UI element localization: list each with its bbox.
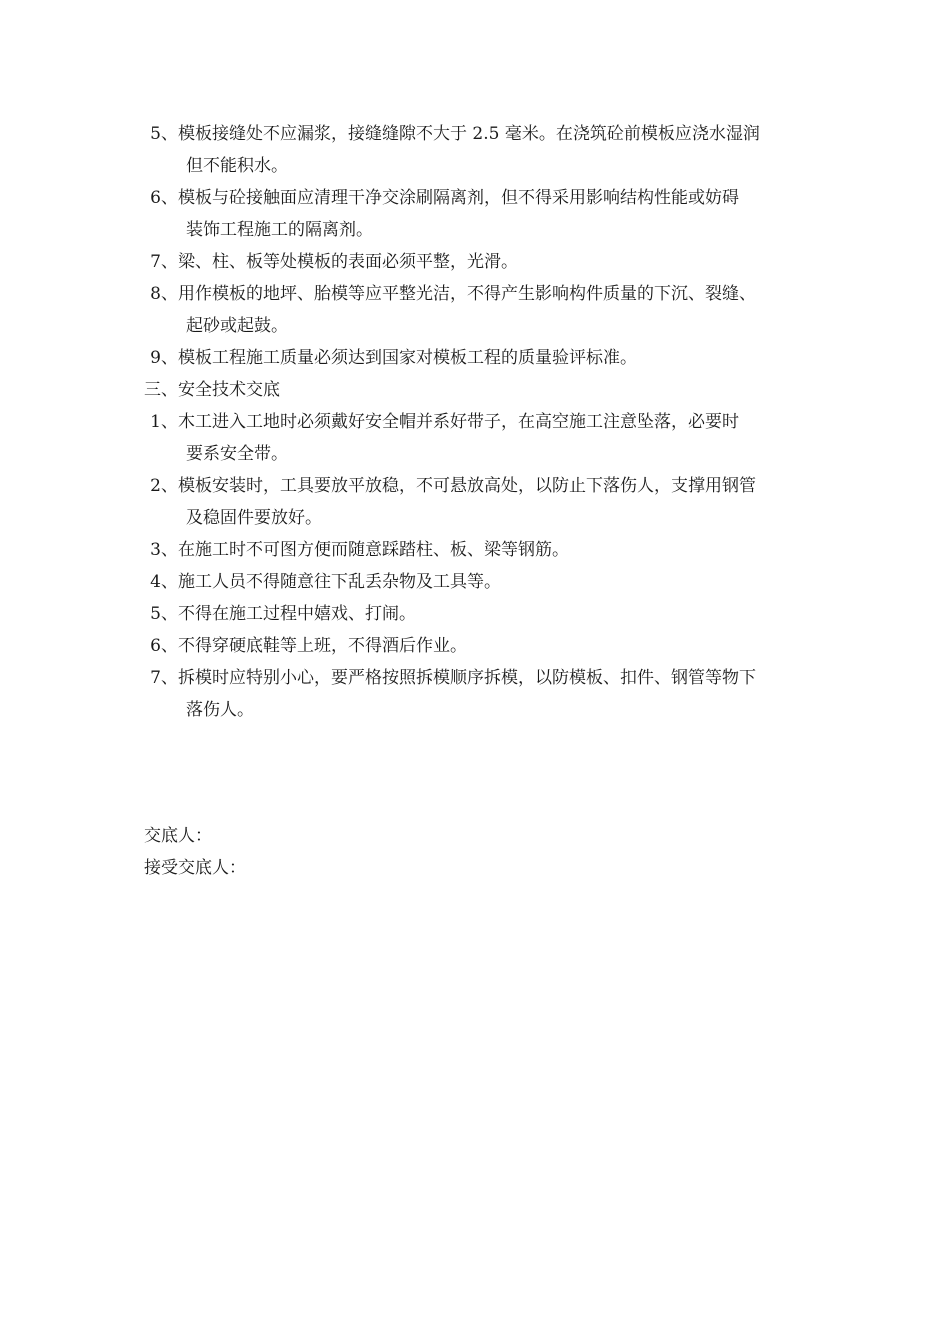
item-text bbox=[178, 278, 814, 342]
signature-block bbox=[144, 820, 246, 884]
item-line: 模板与砼接触面应清理干净交涂刷隔离剂，但不得采用影响结构性能或妨碍 bbox=[178, 188, 739, 208]
presenter-label: 交底人： bbox=[144, 826, 212, 846]
list-item bbox=[144, 406, 814, 470]
item-number: 9、 bbox=[150, 348, 178, 368]
list-item bbox=[144, 630, 814, 662]
item-line: 不得穿硬底鞋等上班，不得酒后作业。 bbox=[178, 636, 467, 656]
item-line: 要系安全带。 bbox=[186, 444, 288, 464]
item-line: 但不能积水。 bbox=[186, 156, 288, 176]
item-text bbox=[178, 118, 814, 182]
list-item bbox=[144, 662, 814, 726]
item-line: 不得在施工过程中嬉戏、打闹。 bbox=[178, 604, 416, 624]
list-item bbox=[144, 470, 814, 534]
item-line: 起砂或起鼓。 bbox=[186, 316, 288, 336]
safety-list bbox=[144, 406, 814, 726]
list-item bbox=[144, 246, 814, 278]
item-line: 施工人员不得随意往下乱丢杂物及工具等。 bbox=[178, 572, 501, 592]
item-text bbox=[178, 246, 814, 278]
list-item bbox=[144, 182, 814, 246]
list-item bbox=[144, 118, 814, 182]
item-text bbox=[178, 182, 814, 246]
item-number: 7、 bbox=[150, 252, 178, 272]
item-line: 用作模板的地坪、胎模等应平整光洁，不得产生影响构件质量的下沉、裂缝、 bbox=[178, 284, 756, 304]
item-text bbox=[178, 598, 814, 630]
item-line: 模板工程施工质量必须达到国家对模板工程的质量验评标准。 bbox=[178, 348, 637, 368]
item-number: 3、 bbox=[150, 540, 178, 560]
item-text bbox=[178, 630, 814, 662]
item-text bbox=[178, 662, 814, 726]
item-number: 1、 bbox=[150, 412, 178, 432]
item-line: 落伤人。 bbox=[186, 700, 254, 720]
item-number: 8、 bbox=[150, 284, 178, 304]
quality-list bbox=[144, 118, 814, 374]
item-text bbox=[178, 470, 814, 534]
item-line: 装饰工程施工的隔离剂。 bbox=[186, 220, 373, 240]
item-text bbox=[178, 406, 814, 470]
item-number: 5、 bbox=[150, 124, 178, 144]
item-text bbox=[178, 534, 814, 566]
item-number: 2、 bbox=[150, 476, 178, 496]
item-text bbox=[178, 566, 814, 598]
item-number: 7、 bbox=[150, 668, 178, 688]
item-line: 梁、柱、板等处模板的表面必须平整，光滑。 bbox=[178, 252, 518, 272]
list-item bbox=[144, 598, 814, 630]
document-body bbox=[144, 118, 814, 726]
list-item bbox=[144, 278, 814, 342]
list-item bbox=[144, 342, 814, 374]
item-line: 在施工时不可图方便而随意踩踏柱、板、梁等钢筋。 bbox=[178, 540, 569, 560]
item-number: 6、 bbox=[150, 188, 178, 208]
item-line: 木工进入工地时必须戴好安全帽并系好带子，在高空施工注意坠落，必要时 bbox=[178, 412, 739, 432]
item-number: 4、 bbox=[150, 572, 178, 592]
item-line: 模板接缝处不应漏浆，接缝缝隙不大于 2.5 毫米。在浇筑砼前模板应浇水湿润 bbox=[178, 124, 760, 144]
item-text bbox=[178, 342, 814, 374]
item-number: 5、 bbox=[150, 604, 178, 624]
list-item bbox=[144, 566, 814, 598]
receiver-label: 接受交底人： bbox=[144, 858, 246, 878]
item-line: 模板安装时，工具要放平放稳，不可悬放高处，以防止下落伤人，支撑用钢管 bbox=[178, 476, 756, 496]
item-line: 拆模时应特别小心，要严格按照拆模顺序拆模，以防模板、扣件、钢管等物下 bbox=[178, 668, 756, 688]
item-line: 及稳固件要放好。 bbox=[186, 508, 322, 528]
item-number: 6、 bbox=[150, 636, 178, 656]
list-item bbox=[144, 534, 814, 566]
section-heading: 三、安全技术交底 bbox=[144, 380, 280, 400]
